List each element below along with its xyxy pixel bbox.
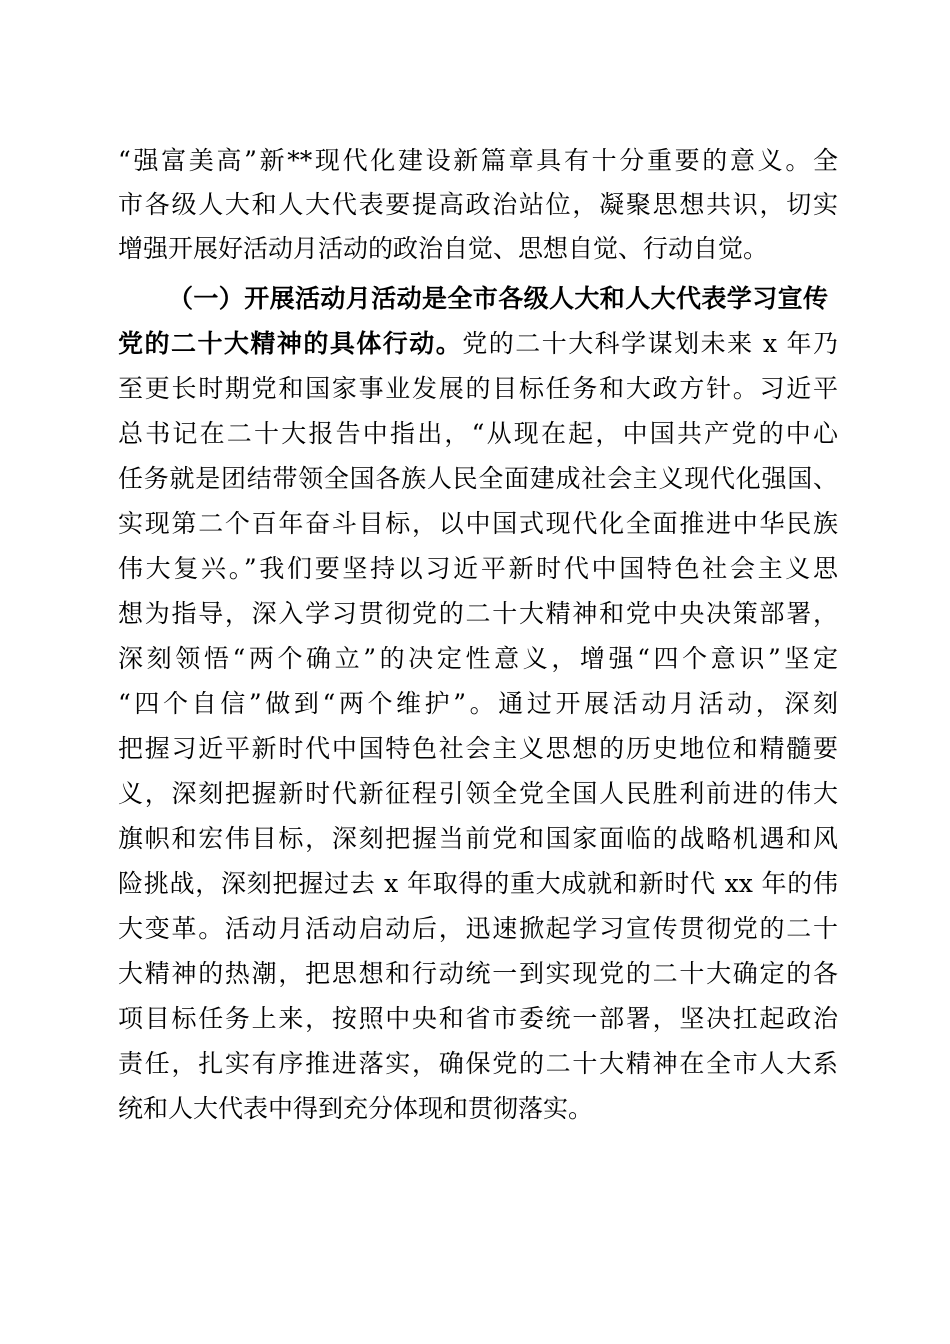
text-line: 伟大复兴。”我们要坚持以习近平新时代中国特色社会主义思 [118,554,838,583]
text-line: 项目标任务上来，按照中央和省市委统一部署，坚决扛起政治 [118,1004,838,1033]
text-line: “四个自信”做到“两个维护”。通过开展活动月活动，深刻 [118,689,838,718]
text-line: 总书记在二十大报告中指出，“从现在起，中国共产党的中心 [118,419,838,448]
text-line: 大精神的热潮，把思想和行动统一到实现党的二十大确定的各 [118,959,838,988]
text-line: 想为指导，深入学习贯彻党的二十大精神和党中央决策部署， [118,599,838,628]
text-line: 任务就是团结带领全国各族人民全面建成社会主义现代化强国、 [118,464,838,493]
text-segment: 党的二十大科学谋划未来 x 年乃 [462,329,838,358]
text-line: “强富美高”新**现代化建设新篇章具有十分重要的意义。全 [118,146,838,175]
section-heading: （一）开展活动月活动是全市各级人大和人大代表学习宣传 [168,284,828,313]
text-line: 把握习近平新时代中国特色社会主义思想的历史地位和精髓要 [118,734,838,763]
text-line: 旗帜和宏伟目标，深刻把握当前党和国家面临的战略机遇和风 [118,824,838,853]
text-line: 增强开展好活动月活动的政治自觉、思想自觉、行动自觉。 [118,234,769,263]
text-line: 责任，扎实有序推进落实，确保党的二十大精神在全市人大系 [118,1049,838,1078]
text-line: 至更长时期党和国家事业发展的目标任务和大政方针。习近平 [118,374,838,403]
text-line: 市各级人大和人大代表要提高政治站位，凝聚思想共识，切实 [118,190,838,219]
text-line: 险挑战，深刻把握过去 x 年取得的重大成就和新时代 xx 年的伟 [118,869,838,898]
text-line: 深刻领悟“两个确立”的决定性意义，增强“四个意识”坚定 [118,644,838,673]
text-line-mixed [118,329,838,359]
text-line: 大变革。活动月活动启动后，迅速掀起学习宣传贯彻党的二十 [118,914,838,943]
text-line: 统和人大代表中得到充分体现和贯彻落实。 [118,1094,594,1123]
section-heading-continuation: 党的二十大精神的具体行动。 [118,329,463,358]
text-line: 实现第二个百年奋斗目标，以中国式现代化全面推进中华民族 [118,509,838,538]
text-line: 义，深刻把握新时代新征程引领全党全国人民胜利前进的伟大 [118,779,838,808]
